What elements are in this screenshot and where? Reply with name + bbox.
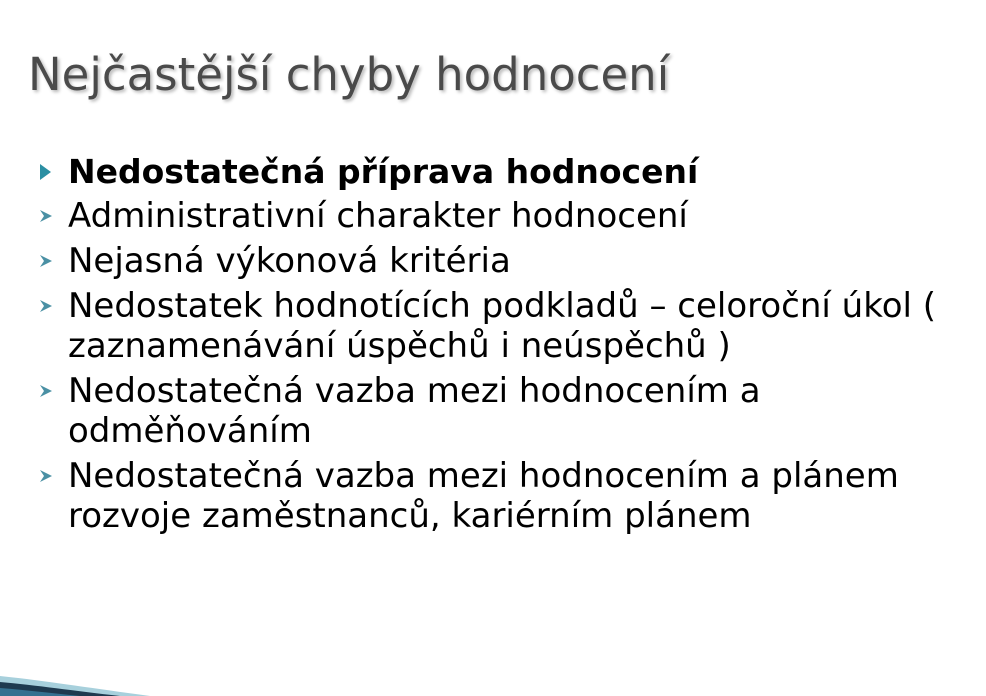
arrowhead-bullet-icon (38, 456, 68, 496)
slide-title: Nejčastější chyby hodnocení (28, 48, 670, 101)
bullet-item (38, 241, 948, 281)
arrowhead-bullet-icon (38, 286, 68, 326)
bullet-item (38, 196, 948, 236)
triangle-bullet-icon (38, 152, 68, 192)
bullet-item (38, 152, 948, 192)
bullet-text: Nedostatečná vazba mezi hodnocením a plánem rozvoje zaměstnanců, kariérním plánem (68, 456, 899, 536)
bullet-text: Nedostatečná vazba mezi hodnocením a odměňováním (68, 371, 761, 451)
arrowhead-bullet-icon (38, 371, 68, 411)
bullet-list (38, 152, 948, 541)
bullet-item (38, 286, 948, 366)
bullet-text: Nejasná výkonová kritéria (68, 241, 511, 281)
arrowhead-bullet-icon (38, 241, 68, 281)
bullet-text: Nedostatečná příprava hodnocení (68, 152, 699, 191)
bullet-text: Administrativní charakter hodnocení (68, 196, 688, 236)
corner-swoosh-decoration (0, 666, 150, 696)
arrowhead-bullet-icon (38, 196, 68, 236)
bullet-text: Nedostatek hodnotících podkladů – celoroční úkol ( zaznamenávání úspěchů i neúspěchů ) (68, 286, 937, 366)
bullet-item (38, 456, 948, 536)
bullet-item (38, 371, 948, 451)
